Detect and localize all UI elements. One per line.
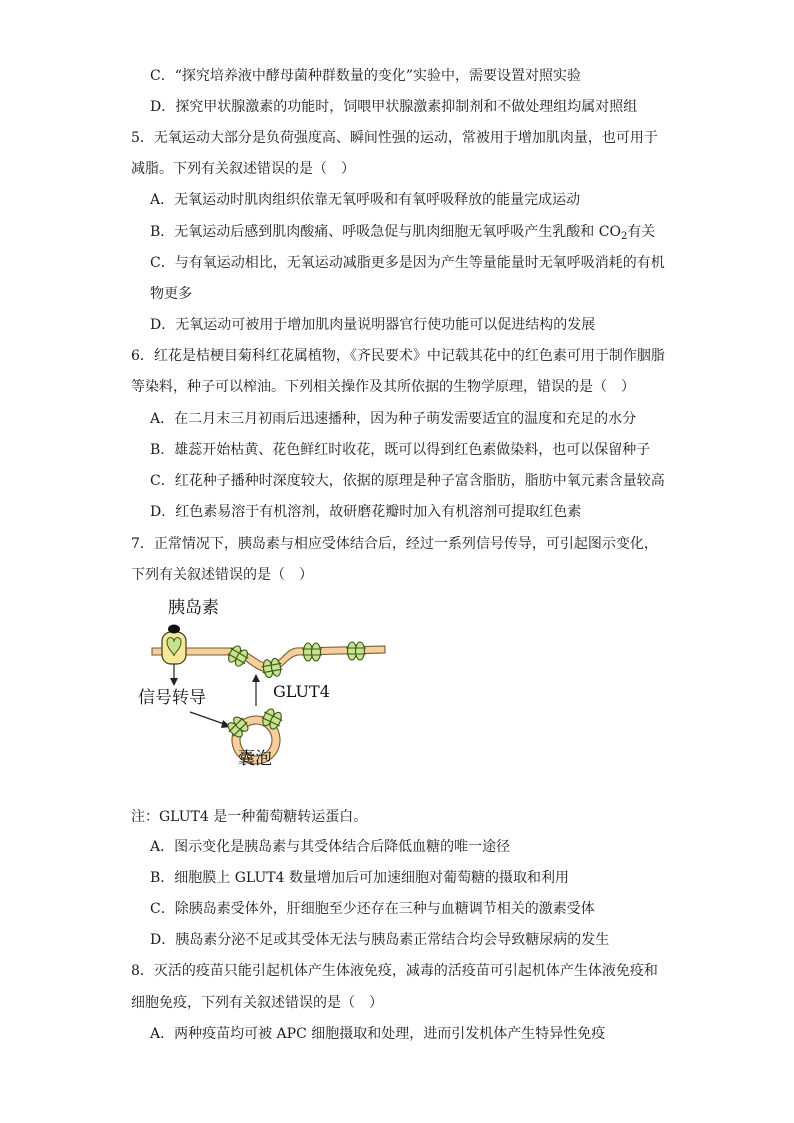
- q5-option-c-line1: C．与有氧运动相比，无氧运动减脂更多是因为产生等量能量时无氧呼吸消耗的有机: [150, 255, 665, 271]
- q7-figure: [130, 598, 400, 773]
- q7-stem-line2: 下列有关叙述错误的是（ ）: [131, 567, 313, 583]
- q6-option-c: C．红花种子播种时深度较大，依据的原理是种子富含脂肪，脂肪中氧元素含量较高: [150, 473, 665, 489]
- q6-option-b: B．雄蕊开始枯黄、花色鲜红时收花，既可以得到红色素做染料，也可以保留种子: [150, 442, 651, 458]
- q7-option-a: A．图示变化是胰岛素与其受体结合后降低血糖的唯一途径: [150, 839, 511, 855]
- arrow-down-icon: [170, 678, 178, 686]
- label-insulin: 胰岛素: [168, 598, 219, 618]
- q5-option-b: [150, 222, 655, 247]
- q7-stem-line1: 7．正常情况下，胰岛素与相应受体结合后，经过一系列信号传导，可引起图示变化，: [131, 536, 658, 552]
- insulin-receptor: [162, 625, 186, 665]
- q5-option-b-subscript: 2: [620, 231, 628, 242]
- label-signal-transduction: 信号转导: [138, 688, 206, 708]
- q4-option-c: C．“探究培养液中酵母菌种群数量的变化”实验中，需要设置对照实验: [150, 68, 582, 84]
- insulin-signaling-diagram: [130, 598, 400, 773]
- q7-option-d: D．胰岛素分泌不足或其受体无法与胰岛素正常结合均会导致糖尿病的发生: [150, 932, 610, 948]
- q5-stem-line2: 减脂。下列有关叙述错误的是（ ）: [131, 161, 355, 177]
- q5-option-c-line2: 物更多: [150, 286, 192, 302]
- q4-option-d: D．探究甲状腺激素的功能时，饲喂甲状腺激素抑制剂和不做处理组均属对照组: [150, 99, 638, 115]
- q8-stem-line2: 细胞免疫，下列有关叙述错误的是（ ）: [131, 995, 383, 1011]
- q8-stem-line1: 8．灭活的疫苗只能引起机体产生体液免疫，减毒的活疫苗可引起机体产生体液免疫和: [131, 963, 658, 979]
- q5-option-b-tail: 有关: [627, 224, 656, 240]
- q6-option-d: D．红色素易溶于有机溶剂，故研磨花瓣时加入有机溶剂可提取红色素: [150, 504, 582, 520]
- q7-option-b: B．细胞膜上 GLUT4 数量增加后可加速细胞对葡萄糖的摄取和利用: [150, 870, 569, 886]
- q5-option-d: D．无氧运动可被用于增加肌肉量说明器官行使功能可以促进结构的发展: [150, 317, 596, 333]
- label-vesicle: 囊泡: [238, 749, 272, 769]
- label-glut4: GLUT4: [273, 682, 330, 701]
- q6-stem-line1: 6．红花是桔梗目菊科红花属植物，《齐民要术》中记载其花中的红色素可用于制作胭脂: [131, 348, 665, 364]
- q5-option-a: A．无氧运动时肌肉组织依靠无氧呼吸和有氧呼吸释放的能量完成运动: [150, 192, 581, 208]
- q5-option-b-text: B．无氧运动后感到肌肉酸痛、呼吸急促与肌肉细胞无氧呼吸产生乳酸和 CO: [150, 224, 621, 240]
- q6-option-a: A．在二月末三月初雨后迅速播种，因为种子萌发需要适宜的温度和充足的水分: [150, 411, 637, 427]
- q7-figure-note: 注：GLUT4 是一种葡萄糖转运蛋白。: [131, 809, 368, 825]
- q7-option-c: C．除胰岛素受体外，肝细胞至少还存在三种与血糖调节相关的激素受体: [150, 901, 595, 917]
- q8-option-a: A．两种疫苗均可被 APC 细胞摄取和处理，进而引发机体产生特异性免疫: [150, 1026, 606, 1042]
- q6-stem-line2: 等染料，种子可以榨油。下列相关操作及其所依据的生物学原理，错误的是（ ）: [131, 379, 635, 395]
- q5-stem-line1: 5．无氧运动大部分是负荷强度高、瞬间性强的运动，常被用于增加肌肉量，也可用于: [131, 130, 658, 146]
- arrow-up-icon: [252, 674, 260, 682]
